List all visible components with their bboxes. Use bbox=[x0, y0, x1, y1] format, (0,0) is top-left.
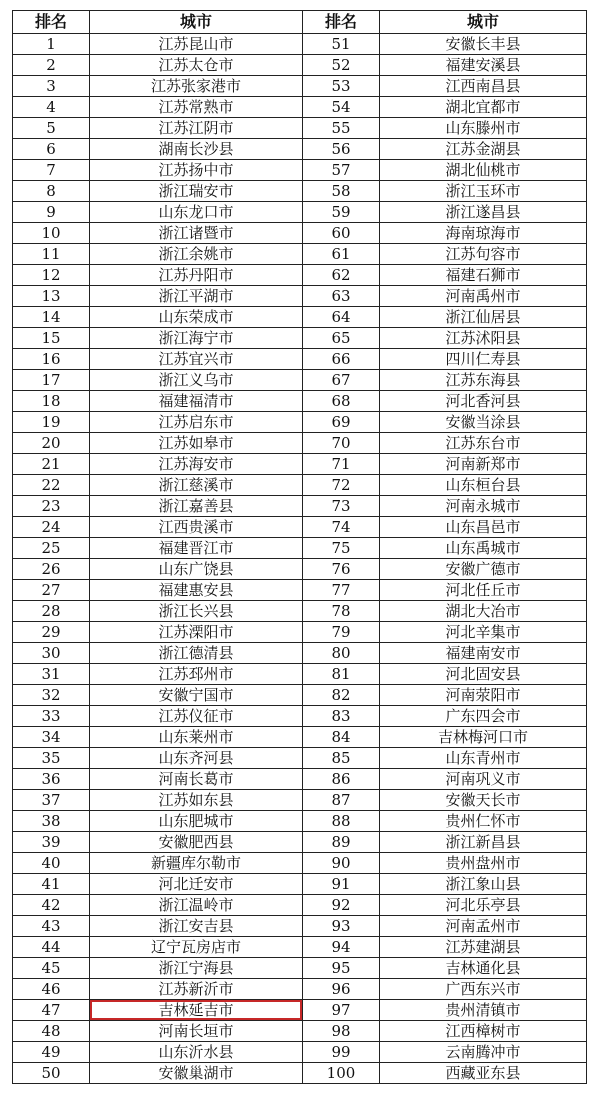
table-row bbox=[13, 307, 587, 328]
city-left-cell: 浙江宁海县 bbox=[90, 958, 303, 979]
rank-right-cell: 78 bbox=[303, 601, 380, 622]
header-rank-left: 排名 bbox=[13, 11, 90, 34]
header-city-left: 城市 bbox=[90, 11, 303, 34]
rank-left-cell: 13 bbox=[13, 286, 90, 307]
table-row bbox=[13, 853, 587, 874]
city-left-cell: 浙江诸暨市 bbox=[90, 223, 303, 244]
rank-left-cell: 37 bbox=[13, 790, 90, 811]
rank-right-cell: 82 bbox=[303, 685, 380, 706]
rank-right-cell: 87 bbox=[303, 790, 380, 811]
city-right-cell: 湖北仙桃市 bbox=[380, 160, 587, 181]
city-right-cell: 福建石狮市 bbox=[380, 265, 587, 286]
city-right-cell: 山东禹城市 bbox=[380, 538, 587, 559]
city-left-cell: 浙江瑞安市 bbox=[90, 181, 303, 202]
table-row bbox=[13, 55, 587, 76]
city-left-cell: 河南长垣市 bbox=[90, 1021, 303, 1042]
rank-left-cell: 7 bbox=[13, 160, 90, 181]
city-right-cell: 广东四会市 bbox=[380, 706, 587, 727]
table-row bbox=[13, 517, 587, 538]
table-row bbox=[13, 223, 587, 244]
rank-right-cell: 76 bbox=[303, 559, 380, 580]
rank-left-cell: 22 bbox=[13, 475, 90, 496]
rank-left-cell: 20 bbox=[13, 433, 90, 454]
rank-right-cell: 64 bbox=[303, 307, 380, 328]
city-left-cell: 江苏仪征市 bbox=[90, 706, 303, 727]
table-row bbox=[13, 790, 587, 811]
city-right-cell: 河北乐亭县 bbox=[380, 895, 587, 916]
city-left-cell: 安徽肥西县 bbox=[90, 832, 303, 853]
table-row bbox=[13, 160, 587, 181]
city-right-cell: 云南腾冲市 bbox=[380, 1042, 587, 1063]
city-left-cell: 安徽巢湖市 bbox=[90, 1063, 303, 1084]
city-right-cell: 江西樟树市 bbox=[380, 1021, 587, 1042]
table-row bbox=[13, 559, 587, 580]
header-row bbox=[13, 11, 587, 34]
city-left-cell: 浙江德清县 bbox=[90, 643, 303, 664]
rank-right-cell: 74 bbox=[303, 517, 380, 538]
city-right-cell: 河南孟州市 bbox=[380, 916, 587, 937]
rank-right-cell: 77 bbox=[303, 580, 380, 601]
city-right-cell: 江苏句容市 bbox=[380, 244, 587, 265]
city-right-cell: 湖北宜都市 bbox=[380, 97, 587, 118]
city-right-cell: 浙江仙居县 bbox=[380, 307, 587, 328]
table-row bbox=[13, 34, 587, 55]
table-row bbox=[13, 1000, 587, 1021]
rank-left-cell: 40 bbox=[13, 853, 90, 874]
rank-right-cell: 57 bbox=[303, 160, 380, 181]
rank-right-cell: 80 bbox=[303, 643, 380, 664]
table-row bbox=[13, 391, 587, 412]
rank-left-cell: 4 bbox=[13, 97, 90, 118]
city-right-cell: 浙江新昌县 bbox=[380, 832, 587, 853]
rank-left-cell: 2 bbox=[13, 55, 90, 76]
city-left-cell: 安徽宁国市 bbox=[90, 685, 303, 706]
rank-right-cell: 56 bbox=[303, 139, 380, 160]
rank-left-cell: 15 bbox=[13, 328, 90, 349]
rank-left-cell: 21 bbox=[13, 454, 90, 475]
city-left-cell: 江苏新沂市 bbox=[90, 979, 303, 1000]
city-left-cell: 浙江长兴县 bbox=[90, 601, 303, 622]
table-row bbox=[13, 727, 587, 748]
table-row bbox=[13, 202, 587, 223]
rank-left-cell: 31 bbox=[13, 664, 90, 685]
city-left-cell: 江苏海安市 bbox=[90, 454, 303, 475]
city-right-cell: 江苏建湖县 bbox=[380, 937, 587, 958]
rank-right-cell: 86 bbox=[303, 769, 380, 790]
rank-left-cell: 18 bbox=[13, 391, 90, 412]
rank-left-cell: 38 bbox=[13, 811, 90, 832]
rank-right-cell: 60 bbox=[303, 223, 380, 244]
city-right-cell: 浙江象山县 bbox=[380, 874, 587, 895]
city-right-cell: 江苏东海县 bbox=[380, 370, 587, 391]
rank-right-cell: 67 bbox=[303, 370, 380, 391]
rank-left-cell: 46 bbox=[13, 979, 90, 1000]
city-left-cell: 辽宁瓦房店市 bbox=[90, 937, 303, 958]
table-row bbox=[13, 748, 587, 769]
rank-right-cell: 63 bbox=[303, 286, 380, 307]
city-left-cell: 江苏启东市 bbox=[90, 412, 303, 433]
city-left-cell: 浙江海宁市 bbox=[90, 328, 303, 349]
city-left-cell: 山东龙口市 bbox=[90, 202, 303, 223]
city-right-cell: 湖北大冶市 bbox=[380, 601, 587, 622]
city-left-cell: 江苏张家港市 bbox=[90, 76, 303, 97]
table-row bbox=[13, 979, 587, 1000]
city-left-cell: 山东莱州市 bbox=[90, 727, 303, 748]
city-right-cell: 安徽广德市 bbox=[380, 559, 587, 580]
table-header bbox=[13, 11, 587, 34]
city-left-cell: 福建福清市 bbox=[90, 391, 303, 412]
rank-right-cell: 68 bbox=[303, 391, 380, 412]
table-row bbox=[13, 118, 587, 139]
rank-left-cell: 14 bbox=[13, 307, 90, 328]
rank-right-cell: 90 bbox=[303, 853, 380, 874]
highlighted-city-cell: 吉林延吉市 bbox=[90, 1000, 303, 1021]
rank-left-cell: 12 bbox=[13, 265, 90, 286]
table-row bbox=[13, 328, 587, 349]
rank-right-cell: 89 bbox=[303, 832, 380, 853]
rank-left-cell: 39 bbox=[13, 832, 90, 853]
table-row bbox=[13, 769, 587, 790]
city-left-cell: 山东荣成市 bbox=[90, 307, 303, 328]
rank-right-cell: 75 bbox=[303, 538, 380, 559]
city-left-cell: 福建晋江市 bbox=[90, 538, 303, 559]
table-row bbox=[13, 622, 587, 643]
city-right-cell: 河南永城市 bbox=[380, 496, 587, 517]
rank-left-cell: 49 bbox=[13, 1042, 90, 1063]
rank-right-cell: 100 bbox=[303, 1063, 380, 1084]
rank-left-cell: 45 bbox=[13, 958, 90, 979]
rank-left-cell: 10 bbox=[13, 223, 90, 244]
table-row bbox=[13, 916, 587, 937]
city-left-cell: 江苏溧阳市 bbox=[90, 622, 303, 643]
table-row bbox=[13, 286, 587, 307]
city-right-cell: 河南荥阳市 bbox=[380, 685, 587, 706]
table-row bbox=[13, 580, 587, 601]
city-right-cell: 浙江玉环市 bbox=[380, 181, 587, 202]
table-row bbox=[13, 937, 587, 958]
rank-left-cell: 17 bbox=[13, 370, 90, 391]
rank-right-cell: 83 bbox=[303, 706, 380, 727]
rank-left-cell: 25 bbox=[13, 538, 90, 559]
city-right-cell: 贵州清镇市 bbox=[380, 1000, 587, 1021]
rank-right-cell: 98 bbox=[303, 1021, 380, 1042]
rank-right-cell: 71 bbox=[303, 454, 380, 475]
city-right-cell: 山东桓台县 bbox=[380, 475, 587, 496]
city-right-cell: 贵州盘州市 bbox=[380, 853, 587, 874]
rank-right-cell: 61 bbox=[303, 244, 380, 265]
city-right-cell: 安徽当涂县 bbox=[380, 412, 587, 433]
city-right-cell: 吉林通化县 bbox=[380, 958, 587, 979]
table-row bbox=[13, 664, 587, 685]
rank-left-cell: 50 bbox=[13, 1063, 90, 1084]
city-right-cell: 福建安溪县 bbox=[380, 55, 587, 76]
rank-left-cell: 42 bbox=[13, 895, 90, 916]
table-row bbox=[13, 496, 587, 517]
table-row bbox=[13, 685, 587, 706]
table-row bbox=[13, 454, 587, 475]
table-row bbox=[13, 349, 587, 370]
city-left-cell: 江苏宜兴市 bbox=[90, 349, 303, 370]
city-left-cell: 河北迁安市 bbox=[90, 874, 303, 895]
rank-right-cell: 73 bbox=[303, 496, 380, 517]
city-left-cell: 江苏扬中市 bbox=[90, 160, 303, 181]
city-right-cell: 江苏金湖县 bbox=[380, 139, 587, 160]
city-left-cell: 江西贵溪市 bbox=[90, 517, 303, 538]
city-right-cell: 河南巩义市 bbox=[380, 769, 587, 790]
rank-left-cell: 23 bbox=[13, 496, 90, 517]
city-left-cell: 江苏如东县 bbox=[90, 790, 303, 811]
city-right-cell: 福建南安市 bbox=[380, 643, 587, 664]
rank-left-cell: 24 bbox=[13, 517, 90, 538]
rank-right-cell: 79 bbox=[303, 622, 380, 643]
rank-right-cell: 93 bbox=[303, 916, 380, 937]
city-left-cell: 浙江义乌市 bbox=[90, 370, 303, 391]
city-left-cell: 浙江安吉县 bbox=[90, 916, 303, 937]
city-right-cell: 河北香河县 bbox=[380, 391, 587, 412]
city-left-cell: 江苏昆山市 bbox=[90, 34, 303, 55]
city-left-cell: 山东齐河县 bbox=[90, 748, 303, 769]
city-right-cell: 山东昌邑市 bbox=[380, 517, 587, 538]
header-city-right: 城市 bbox=[380, 11, 587, 34]
city-right-cell: 河北任丘市 bbox=[380, 580, 587, 601]
city-left-cell: 浙江慈溪市 bbox=[90, 475, 303, 496]
city-left-cell: 浙江嘉善县 bbox=[90, 496, 303, 517]
table-row bbox=[13, 706, 587, 727]
rank-left-cell: 29 bbox=[13, 622, 90, 643]
rank-left-cell: 11 bbox=[13, 244, 90, 265]
city-left-cell: 河南长葛市 bbox=[90, 769, 303, 790]
rank-left-cell: 33 bbox=[13, 706, 90, 727]
rank-right-cell: 94 bbox=[303, 937, 380, 958]
table-row bbox=[13, 811, 587, 832]
rank-left-cell: 26 bbox=[13, 559, 90, 580]
city-left-cell: 山东广饶县 bbox=[90, 559, 303, 580]
city-right-cell: 河南禹州市 bbox=[380, 286, 587, 307]
rank-right-cell: 72 bbox=[303, 475, 380, 496]
table-row bbox=[13, 97, 587, 118]
rank-left-cell: 16 bbox=[13, 349, 90, 370]
city-right-cell: 江西南昌县 bbox=[380, 76, 587, 97]
city-right-cell: 安徽天长市 bbox=[380, 790, 587, 811]
city-right-cell: 广西东兴市 bbox=[380, 979, 587, 1000]
rank-right-cell: 95 bbox=[303, 958, 380, 979]
rank-right-cell: 62 bbox=[303, 265, 380, 286]
table-row bbox=[13, 958, 587, 979]
city-left-cell: 山东沂水县 bbox=[90, 1042, 303, 1063]
city-right-cell: 安徽长丰县 bbox=[380, 34, 587, 55]
header-rank-right: 排名 bbox=[303, 11, 380, 34]
city-left-cell: 江苏邳州市 bbox=[90, 664, 303, 685]
rank-left-cell: 6 bbox=[13, 139, 90, 160]
rank-left-cell: 27 bbox=[13, 580, 90, 601]
table-row bbox=[13, 475, 587, 496]
city-right-cell: 浙江遂昌县 bbox=[380, 202, 587, 223]
city-left-cell: 新疆库尔勒市 bbox=[90, 853, 303, 874]
rank-right-cell: 85 bbox=[303, 748, 380, 769]
rank-left-cell: 1 bbox=[13, 34, 90, 55]
city-right-cell: 山东滕州市 bbox=[380, 118, 587, 139]
table-row bbox=[13, 643, 587, 664]
city-left-cell: 江苏常熟市 bbox=[90, 97, 303, 118]
table-row bbox=[13, 538, 587, 559]
city-right-cell: 江苏东台市 bbox=[380, 433, 587, 454]
rank-left-cell: 36 bbox=[13, 769, 90, 790]
rank-left-cell: 47 bbox=[13, 1000, 90, 1021]
table-row bbox=[13, 244, 587, 265]
table-row bbox=[13, 874, 587, 895]
rank-right-cell: 91 bbox=[303, 874, 380, 895]
city-left-cell: 浙江温岭市 bbox=[90, 895, 303, 916]
rank-left-cell: 19 bbox=[13, 412, 90, 433]
city-right-cell: 吉林梅河口市 bbox=[380, 727, 587, 748]
rank-right-cell: 55 bbox=[303, 118, 380, 139]
rank-left-cell: 28 bbox=[13, 601, 90, 622]
rank-left-cell: 8 bbox=[13, 181, 90, 202]
city-left-cell: 浙江余姚市 bbox=[90, 244, 303, 265]
rank-right-cell: 84 bbox=[303, 727, 380, 748]
city-right-cell: 江苏沭阳县 bbox=[380, 328, 587, 349]
rank-left-cell: 35 bbox=[13, 748, 90, 769]
rank-left-cell: 3 bbox=[13, 76, 90, 97]
table-body bbox=[13, 34, 587, 1084]
city-right-cell: 河北辛集市 bbox=[380, 622, 587, 643]
rank-left-cell: 48 bbox=[13, 1021, 90, 1042]
city-right-cell: 四川仁寿县 bbox=[380, 349, 587, 370]
rank-right-cell: 81 bbox=[303, 664, 380, 685]
rank-right-cell: 99 bbox=[303, 1042, 380, 1063]
table-row bbox=[13, 1021, 587, 1042]
rank-left-cell: 34 bbox=[13, 727, 90, 748]
city-left-cell: 浙江平湖市 bbox=[90, 286, 303, 307]
table-row bbox=[13, 412, 587, 433]
city-left-cell: 福建惠安县 bbox=[90, 580, 303, 601]
table-row bbox=[13, 265, 587, 286]
rank-left-cell: 32 bbox=[13, 685, 90, 706]
rank-right-cell: 66 bbox=[303, 349, 380, 370]
rank-right-cell: 70 bbox=[303, 433, 380, 454]
city-right-cell: 西藏亚东县 bbox=[380, 1063, 587, 1084]
table-row bbox=[13, 139, 587, 160]
city-ranking-table bbox=[12, 10, 587, 1084]
table-row bbox=[13, 76, 587, 97]
city-left-cell: 江苏丹阳市 bbox=[90, 265, 303, 286]
rank-left-cell: 5 bbox=[13, 118, 90, 139]
rank-right-cell: 96 bbox=[303, 979, 380, 1000]
city-left-cell: 湖南长沙县 bbox=[90, 139, 303, 160]
rank-left-cell: 44 bbox=[13, 937, 90, 958]
rank-right-cell: 59 bbox=[303, 202, 380, 223]
rank-right-cell: 65 bbox=[303, 328, 380, 349]
city-right-cell: 贵州仁怀市 bbox=[380, 811, 587, 832]
rank-right-cell: 88 bbox=[303, 811, 380, 832]
rank-right-cell: 58 bbox=[303, 181, 380, 202]
city-right-cell: 河北固安县 bbox=[380, 664, 587, 685]
table-row bbox=[13, 1042, 587, 1063]
table-row bbox=[13, 1063, 587, 1084]
table-row bbox=[13, 895, 587, 916]
rank-right-cell: 69 bbox=[303, 412, 380, 433]
table-row bbox=[13, 370, 587, 391]
rank-left-cell: 43 bbox=[13, 916, 90, 937]
rank-left-cell: 41 bbox=[13, 874, 90, 895]
rank-left-cell: 9 bbox=[13, 202, 90, 223]
city-left-cell: 江苏江阴市 bbox=[90, 118, 303, 139]
rank-right-cell: 54 bbox=[303, 97, 380, 118]
city-left-cell: 江苏太仓市 bbox=[90, 55, 303, 76]
city-right-cell: 海南琼海市 bbox=[380, 223, 587, 244]
table-row bbox=[13, 181, 587, 202]
rank-right-cell: 97 bbox=[303, 1000, 380, 1021]
rank-right-cell: 53 bbox=[303, 76, 380, 97]
rank-right-cell: 92 bbox=[303, 895, 380, 916]
rank-right-cell: 51 bbox=[303, 34, 380, 55]
table-row bbox=[13, 601, 587, 622]
city-right-cell: 山东青州市 bbox=[380, 748, 587, 769]
city-left-cell: 江苏如皋市 bbox=[90, 433, 303, 454]
table-row bbox=[13, 433, 587, 454]
rank-left-cell: 30 bbox=[13, 643, 90, 664]
city-left-cell: 山东肥城市 bbox=[90, 811, 303, 832]
table-row bbox=[13, 832, 587, 853]
rank-right-cell: 52 bbox=[303, 55, 380, 76]
city-right-cell: 河南新郑市 bbox=[380, 454, 587, 475]
